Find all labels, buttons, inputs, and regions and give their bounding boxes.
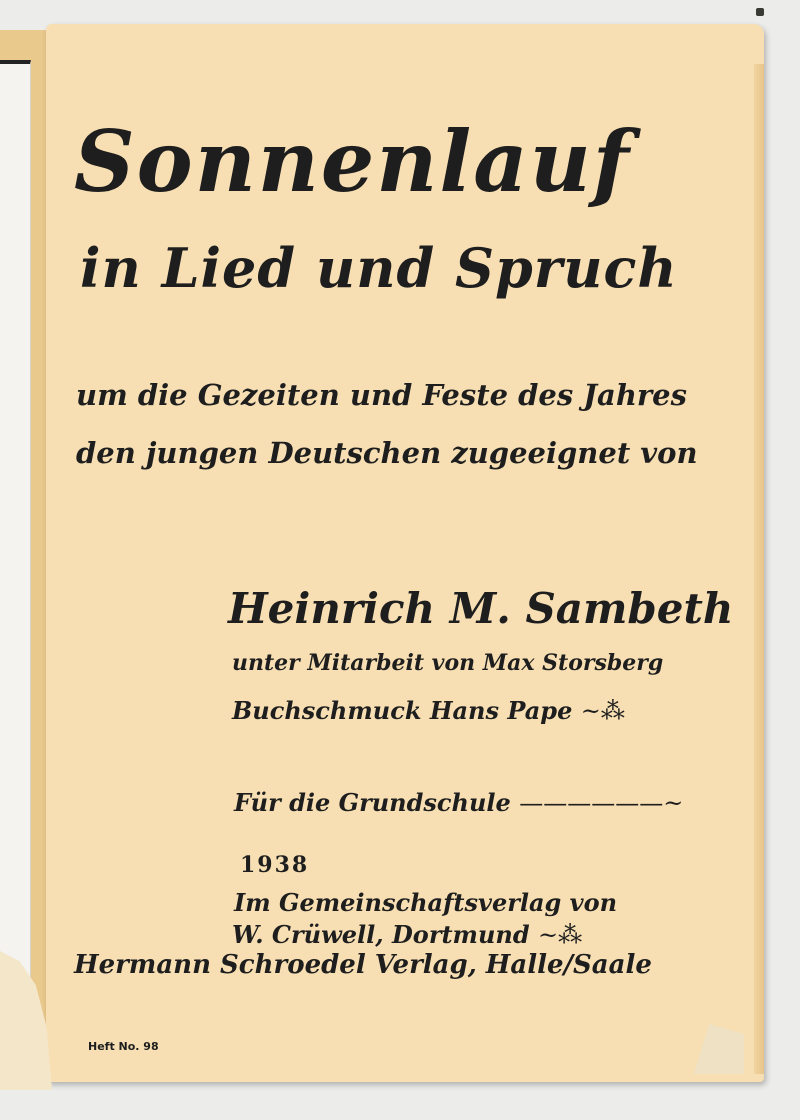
flourish-line-icon: ——————~: [519, 789, 684, 817]
torn-corner: [694, 1024, 744, 1074]
issue-number: Heft No. 98: [88, 1040, 159, 1053]
author-name: Heinrich M. Sambeth: [228, 584, 734, 633]
publisher-line2: [232, 920, 582, 949]
subtitle-line1: um die Gezeiten und Feste des Jahres: [76, 378, 687, 412]
speck: [756, 8, 764, 16]
publication-year: 1938: [240, 852, 310, 878]
book-title-line2: in Lied und Spruch: [80, 236, 678, 300]
school-level: [234, 788, 683, 817]
book-title: Sonnenlauf: [74, 112, 631, 211]
school-level-text: Für die Grundschule: [234, 788, 511, 817]
publisher-line2-text: W. Crüwell, Dortmund: [232, 920, 530, 949]
flourish-icon: ~⁂: [580, 697, 625, 725]
title-page: [46, 24, 764, 1082]
collaboration-credit: unter Mitarbeit von Max Storsberg: [232, 650, 664, 676]
page-edge: [754, 64, 764, 1074]
subtitle-line2: den jungen Deutschen zugeeignet von: [76, 436, 698, 470]
inner-cover-page: [0, 60, 31, 1004]
illustration-credit-text: Buchschmuck Hans Pape: [232, 696, 573, 725]
illustration-credit: [232, 696, 625, 725]
publisher-line3: Hermann Schroedel Verlag, Halle/Saale: [74, 950, 652, 980]
flourish-icon-2: ~⁂: [537, 921, 583, 949]
publisher-line1: Im Gemeinschaftsverlag von: [234, 888, 618, 917]
